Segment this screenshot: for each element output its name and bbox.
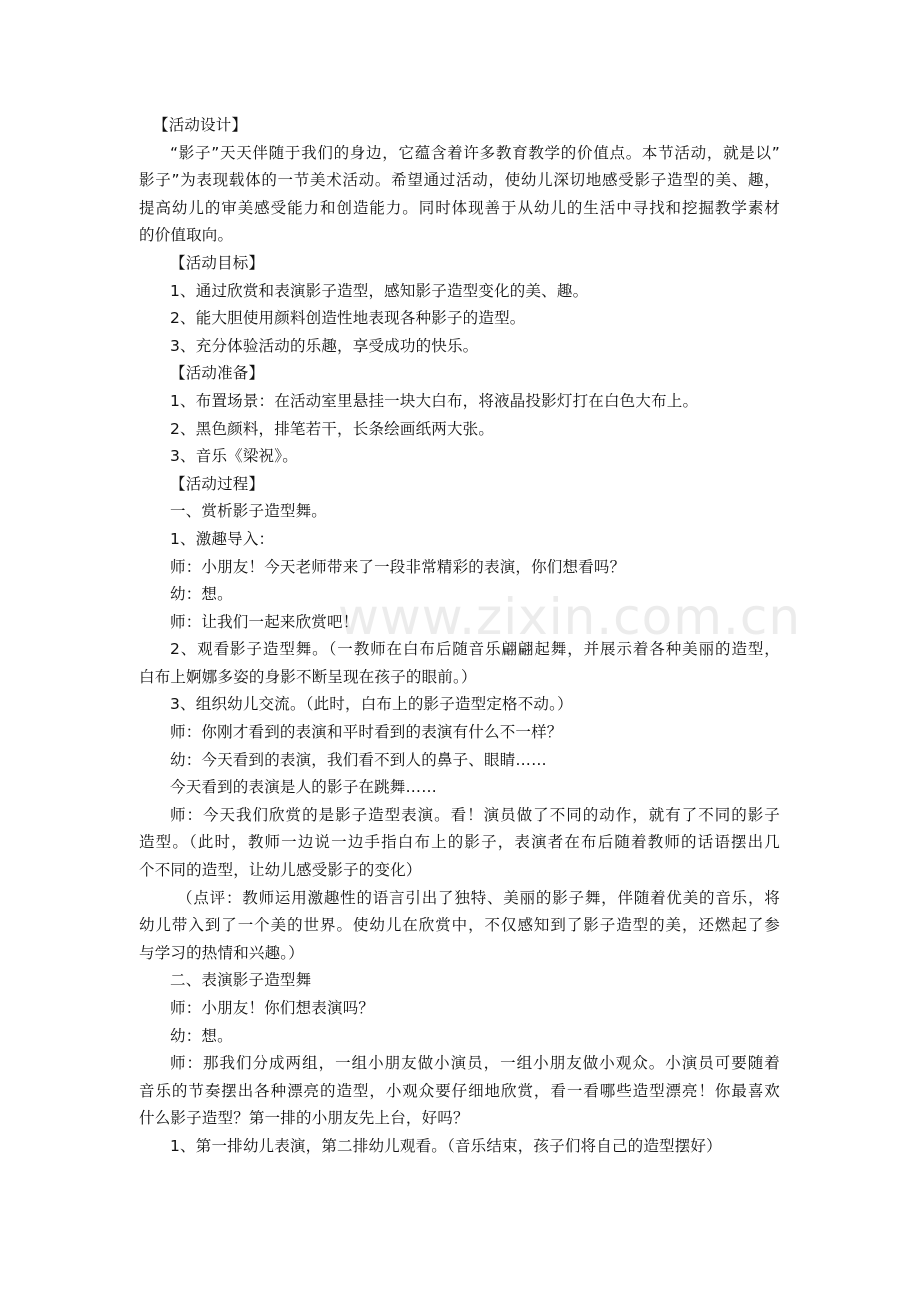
section-heading-preparation: 【活动准备】: [170, 364, 265, 383]
dialogue-line: 师：今天我们欣赏的是影子造型表演。看！演员做了不同的动作，就有了不同的影子: [170, 805, 780, 824]
dialogue-line: 幼：想。: [170, 1026, 233, 1045]
list-item: 3、组织幼儿交流。（此时，白布上的影子造型定格不动。）: [170, 695, 573, 714]
dialogue-line: 幼：想。: [170, 585, 233, 604]
comment-line: 与学习的热情和兴趣。）: [139, 943, 304, 962]
paragraph-line: 什么影子造型？第一排的小朋友先上台，好吗？: [139, 1109, 469, 1128]
section-heading-design: 【活动设计】: [153, 116, 248, 134]
paragraph-line: 提高幼儿的审美感受能力和创造能力。同时体现善于从幼儿的生活中寻找和挖掘教学素材: [139, 198, 780, 217]
dialogue-line: 师：小朋友！你们想表演吗？: [170, 999, 375, 1017]
section-heading-process: 【活动过程】: [170, 474, 265, 493]
list-item: 1、布置场景：在活动室里悬挂一块大白布，将液晶投影灯打在白色大布上。: [170, 391, 699, 410]
dialogue-line: 师：小朋友！今天老师带来了一段非常精彩的表演，你们想看吗？: [170, 557, 626, 576]
dialogue-line: 今天看到的表演是人的影子在跳舞……: [170, 778, 437, 797]
dialogue-line: 师：让我们一起来欣赏吧！: [170, 612, 359, 631]
paragraph-line: 白布上婀娜多姿的身影不断呈现在孩子的眼前。）: [139, 667, 477, 686]
paragraph-line: 的价值取向。: [139, 226, 234, 245]
paragraph-line: 影子”为表现载体的一节美术活动。希望通过活动，使幼儿深切地感受影子造型的美、趣，: [139, 171, 780, 190]
list-item: 1、第一排幼儿表演，第二排幼儿观看。（音乐结束，孩子们将自己的造型摆好）: [170, 1136, 722, 1155]
list-item: 2、观看影子造型舞。（一教师在白布后随音乐翩翩起舞，并展示着各种美丽的造型，: [170, 640, 780, 659]
comment-line: 幼儿带入到了一个美的世界。使幼儿在欣赏中，不仅感知到了影子造型的美，还燃起了参: [139, 916, 780, 935]
comment-line: （点评：教师运用激趣性的语言引出了独特、美丽的影子舞，伴随着优美的音乐，将: [177, 888, 780, 907]
document-body: [139, 112, 780, 1161]
list-item: 1、激趣导入：: [170, 529, 275, 548]
paragraph-line: “影子”天天伴随于我们的身边，它蕴含着许多教育教学的价值点。本节活动，就是以”: [170, 143, 780, 162]
section-heading-goals: 【活动目标】: [170, 253, 265, 272]
list-item: 3、音乐《梁祝》。: [170, 447, 298, 466]
subsection-heading: 二、表演影子造型舞: [170, 971, 312, 990]
dialogue-line: 师：你刚才看到的表演和平时看到的表演有什么不一样？: [170, 723, 563, 742]
paragraph-line: 造型。（此时，教师一边说一边手指白布上的影子，表演者在布后随着教师的话语摆出几: [139, 833, 780, 852]
list-item: 3、充分体验活动的乐趣，享受成功的快乐。: [170, 336, 479, 355]
dialogue-line: 师：那我们分成两组，一组小朋友做小演员，一组小朋友做小观众。小演员可要随着: [170, 1054, 780, 1073]
paragraph-line: 个不同的造型，让幼儿感受影子的变化）: [139, 861, 422, 880]
dialogue-line: 幼：今天看到的表演，我们看不到人的鼻子、眼睛……: [170, 750, 547, 769]
list-item: 2、黑色颜料，排笔若干，长条绘画纸两大张。: [170, 419, 495, 438]
subsection-heading: 一、赏析影子造型舞。: [170, 502, 328, 521]
list-item: 2、能大胆使用颜料创造性地表现各种影子的造型。: [170, 309, 526, 328]
watermark-text: www.zixin.com.cn: [338, 588, 802, 646]
paragraph-line: 音乐的节奏摆出各种漂亮的造型，小观众要仔细地欣赏，看一看哪些造型漂亮！你最喜欢: [139, 1081, 780, 1100]
list-item: 1、通过欣赏和表演影子造型，感知影子造型变化的美、趣。: [170, 281, 589, 300]
